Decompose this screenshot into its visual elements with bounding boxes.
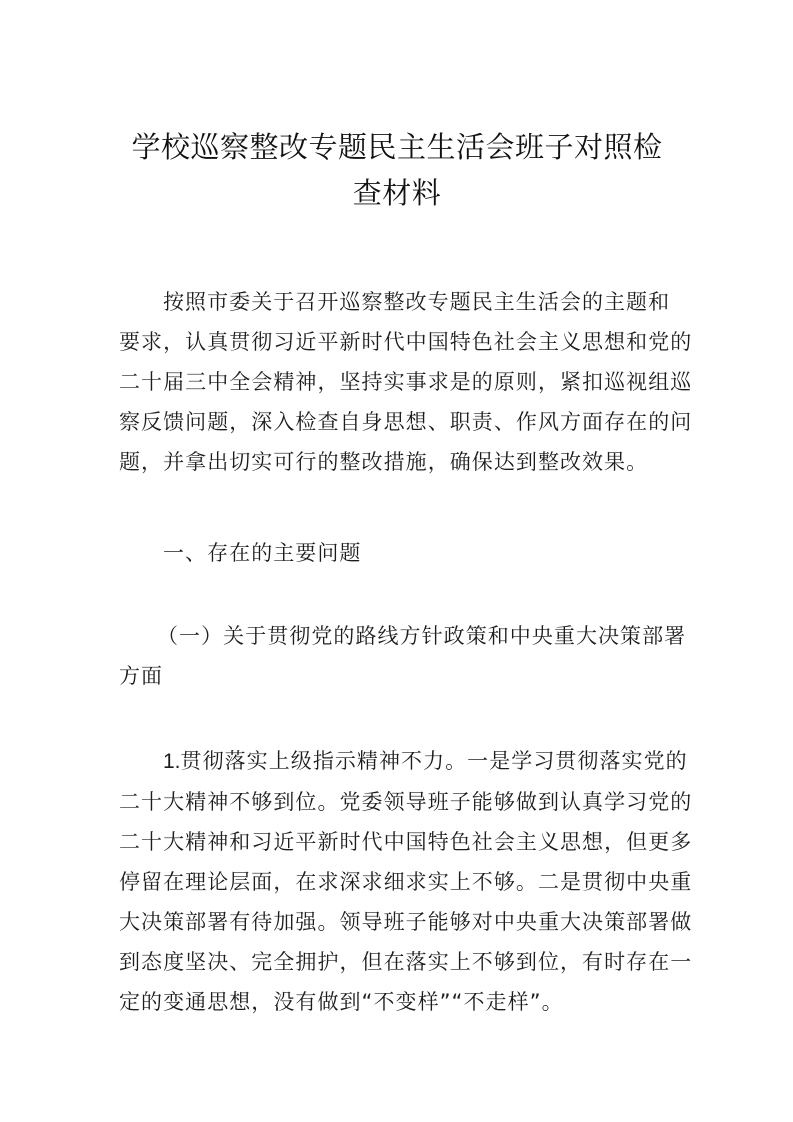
item-1-line: 二十大精神不够到位。党委领导班子能够做到认真学习党的 <box>119 790 693 814</box>
item-1-line: 定的变通思想，没有做到“不变样”“不走样”。 <box>119 990 564 1014</box>
document-title <box>119 124 675 216</box>
item-1-line: 停留在理论层面，在求深求细求实上不够。二是贯彻中央重 <box>119 870 693 894</box>
intro-line: 题，并拿出切实可行的整改措施，确保达到整改效果。 <box>119 450 649 474</box>
section-heading <box>119 533 675 573</box>
item-1-line: 到态度坚决、完全拥护，但在落实上不够到位，有时存在一 <box>119 950 693 974</box>
section-heading-text: 一、存在的主要问题 <box>163 541 362 565</box>
intro-line: 按照市委关于召开巡察整改专题民主生活会的主题和 <box>163 290 671 314</box>
item-1-first-line <box>119 741 688 782</box>
title-line-2: 查材料 <box>352 176 442 210</box>
item-1-paragraph <box>119 741 693 1022</box>
intro-paragraph <box>119 282 693 482</box>
item-1-line: 二十大精神和习近平新时代中国特色社会主义思想，但更多 <box>119 830 693 854</box>
subsection-heading-line: （一）关于贯彻党的路线方针政策和中央重大决策部署 <box>157 624 687 648</box>
item-number: 1. <box>163 750 181 773</box>
intro-line: 察反馈问题，深入检查自身思想、职责、作风方面存在的问 <box>119 410 693 434</box>
title-line-1: 学校巡察整改专题民主生活会班子对照检 <box>131 130 663 164</box>
intro-line: 要求，认真贯彻习近平新时代中国特色社会主义思想和党的 <box>119 330 693 354</box>
subsection-heading <box>119 616 687 696</box>
subsection-heading-line: 方面 <box>119 664 164 688</box>
item-1-line: 大决策部署有待加强。领导班子能够对中央重大决策部署做 <box>119 910 693 934</box>
intro-line: 二十届三中全会精神，坚持实事求是的原则，紧扣巡视组巡 <box>119 370 693 394</box>
item-1-line: 贯彻落实上级指示精神不力。一是学习贯彻落实党的 <box>180 749 688 773</box>
